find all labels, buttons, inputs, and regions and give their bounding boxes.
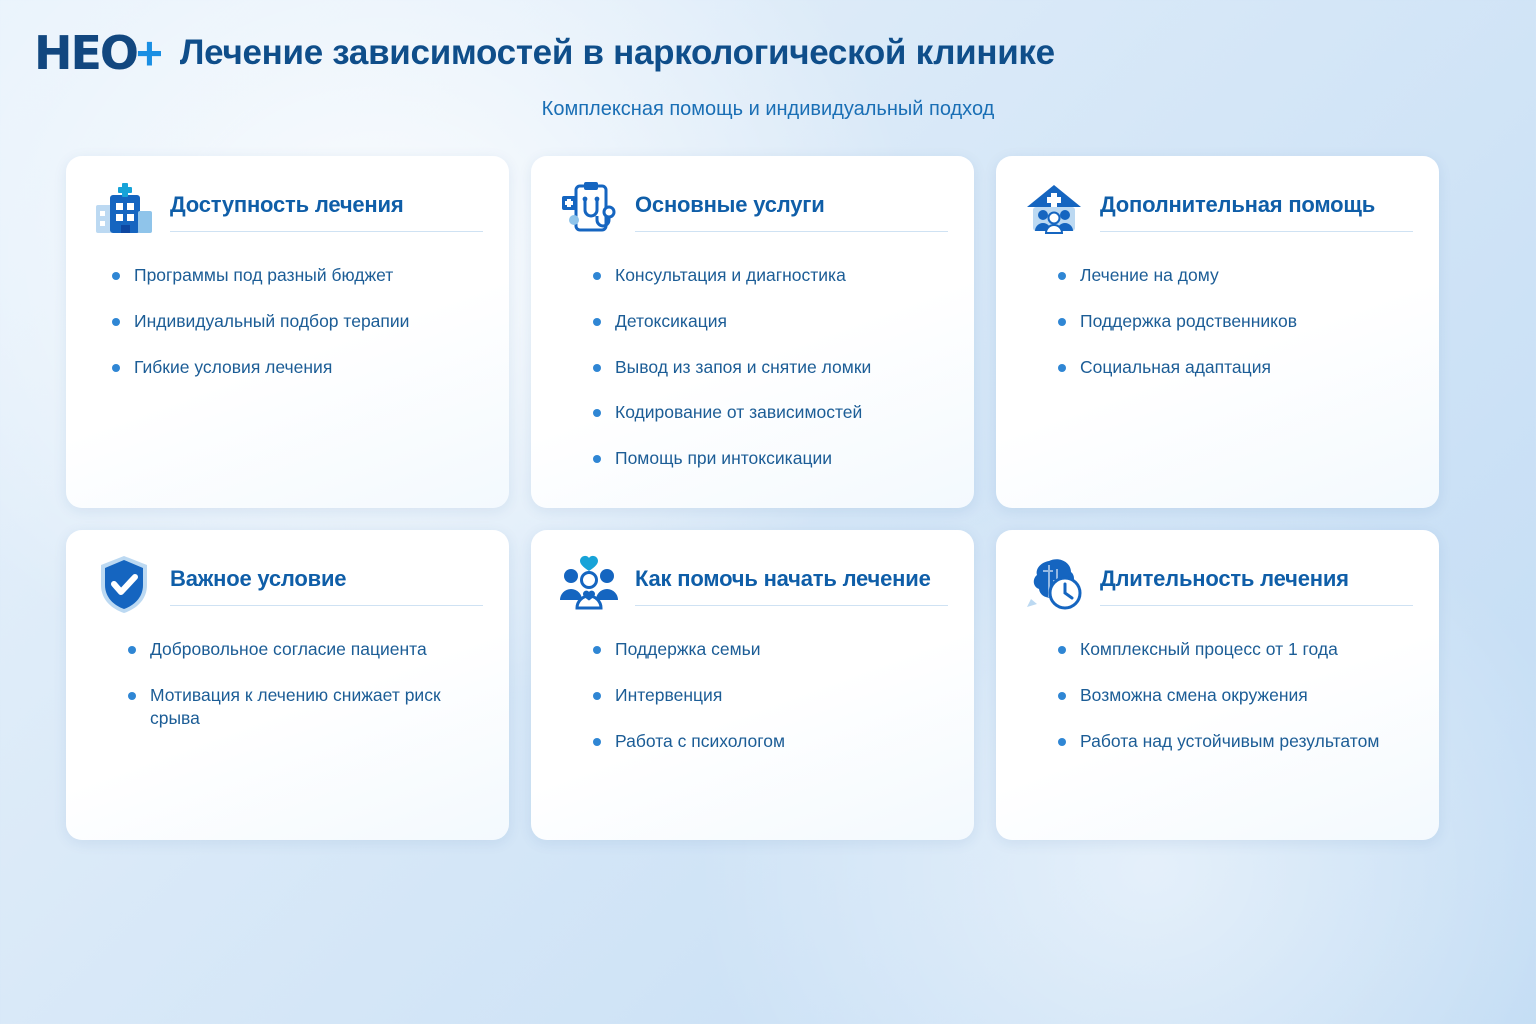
brain-clock-icon (1022, 552, 1086, 616)
logo-text: HEO (34, 26, 138, 80)
card-title: Доступность лечения (170, 192, 404, 218)
list-item: Программы под разный бюджет (112, 264, 483, 287)
card-header (92, 178, 483, 242)
hospital-icon (92, 178, 156, 242)
card-header (92, 552, 483, 616)
card-important-condition (66, 530, 509, 840)
cards-grid (0, 121, 1536, 840)
shield-check-icon (92, 552, 156, 616)
list-item: Мотивация к лечению снижает риск срыва (128, 684, 483, 730)
family-heart-icon (557, 552, 621, 616)
logo-plus-icon: + (136, 27, 162, 79)
list-item: Интервенция (593, 684, 948, 707)
header (0, 0, 1536, 80)
title-divider (635, 231, 948, 232)
card-bullet-list (1022, 638, 1413, 752)
list-item: Лечение на дому (1058, 264, 1413, 287)
card-header (557, 552, 948, 616)
list-item: Работа с психологом (593, 730, 948, 753)
card-bullet-list (92, 638, 483, 729)
list-item: Поддержка семьи (593, 638, 948, 661)
list-item: Вывод из запоя и снятие ломки (593, 356, 948, 379)
page-title: Лечение зависимостей в наркологической клинике (179, 33, 1055, 72)
card-treatment-availability (66, 156, 509, 508)
home-care-icon (1022, 178, 1086, 242)
card-title-wrap (635, 188, 948, 231)
card-title-wrap (1100, 562, 1413, 605)
list-item: Индивидуальный подбор терапии (112, 310, 483, 333)
card-header (1022, 178, 1413, 242)
list-item: Комплексный процесс от 1 года (1058, 638, 1413, 661)
card-bullet-list (557, 638, 948, 752)
card-bullet-list (92, 264, 483, 378)
brand-logo (34, 26, 162, 80)
list-item: Социальная адаптация (1058, 356, 1413, 379)
list-item: Добровольное согласие пациента (128, 638, 483, 661)
list-item: Работа над устойчивым результатом (1058, 730, 1413, 753)
list-item: Возможна смена окружения (1058, 684, 1413, 707)
card-bullet-list (557, 264, 948, 470)
card-bullet-list (1022, 264, 1413, 378)
card-header (557, 178, 948, 242)
card-title: Длительность лечения (1100, 566, 1349, 592)
list-item: Гибкие условия лечения (112, 356, 483, 379)
title-divider (635, 605, 948, 606)
card-additional-help (996, 156, 1439, 508)
list-item: Детоксикация (593, 310, 948, 333)
card-title-wrap (1100, 188, 1413, 231)
card-treatment-duration (996, 530, 1439, 840)
card-how-to-start (531, 530, 974, 840)
card-title-wrap (170, 188, 483, 231)
card-header (1022, 552, 1413, 616)
card-title: Основные услуги (635, 192, 825, 218)
card-title: Как помочь начать лечение (635, 566, 931, 592)
title-divider (1100, 605, 1413, 606)
title-divider (170, 231, 483, 232)
card-title-wrap (635, 562, 948, 605)
list-item: Консультация и диагностика (593, 264, 948, 287)
list-item: Кодирование от зависимостей (593, 401, 948, 424)
clipboard-stethoscope-icon (557, 178, 621, 242)
card-title: Дополнительная помощь (1100, 192, 1376, 218)
card-title-wrap (170, 562, 483, 605)
card-main-services (531, 156, 974, 508)
card-title: Важное условие (170, 566, 347, 592)
page-subtitle: Комплексная помощь и индивидуальный подход (541, 98, 995, 120)
list-item: Помощь при интоксикации (593, 447, 948, 470)
title-divider (1100, 231, 1413, 232)
title-divider (170, 605, 483, 606)
list-item: Поддержка родственников (1058, 310, 1413, 333)
